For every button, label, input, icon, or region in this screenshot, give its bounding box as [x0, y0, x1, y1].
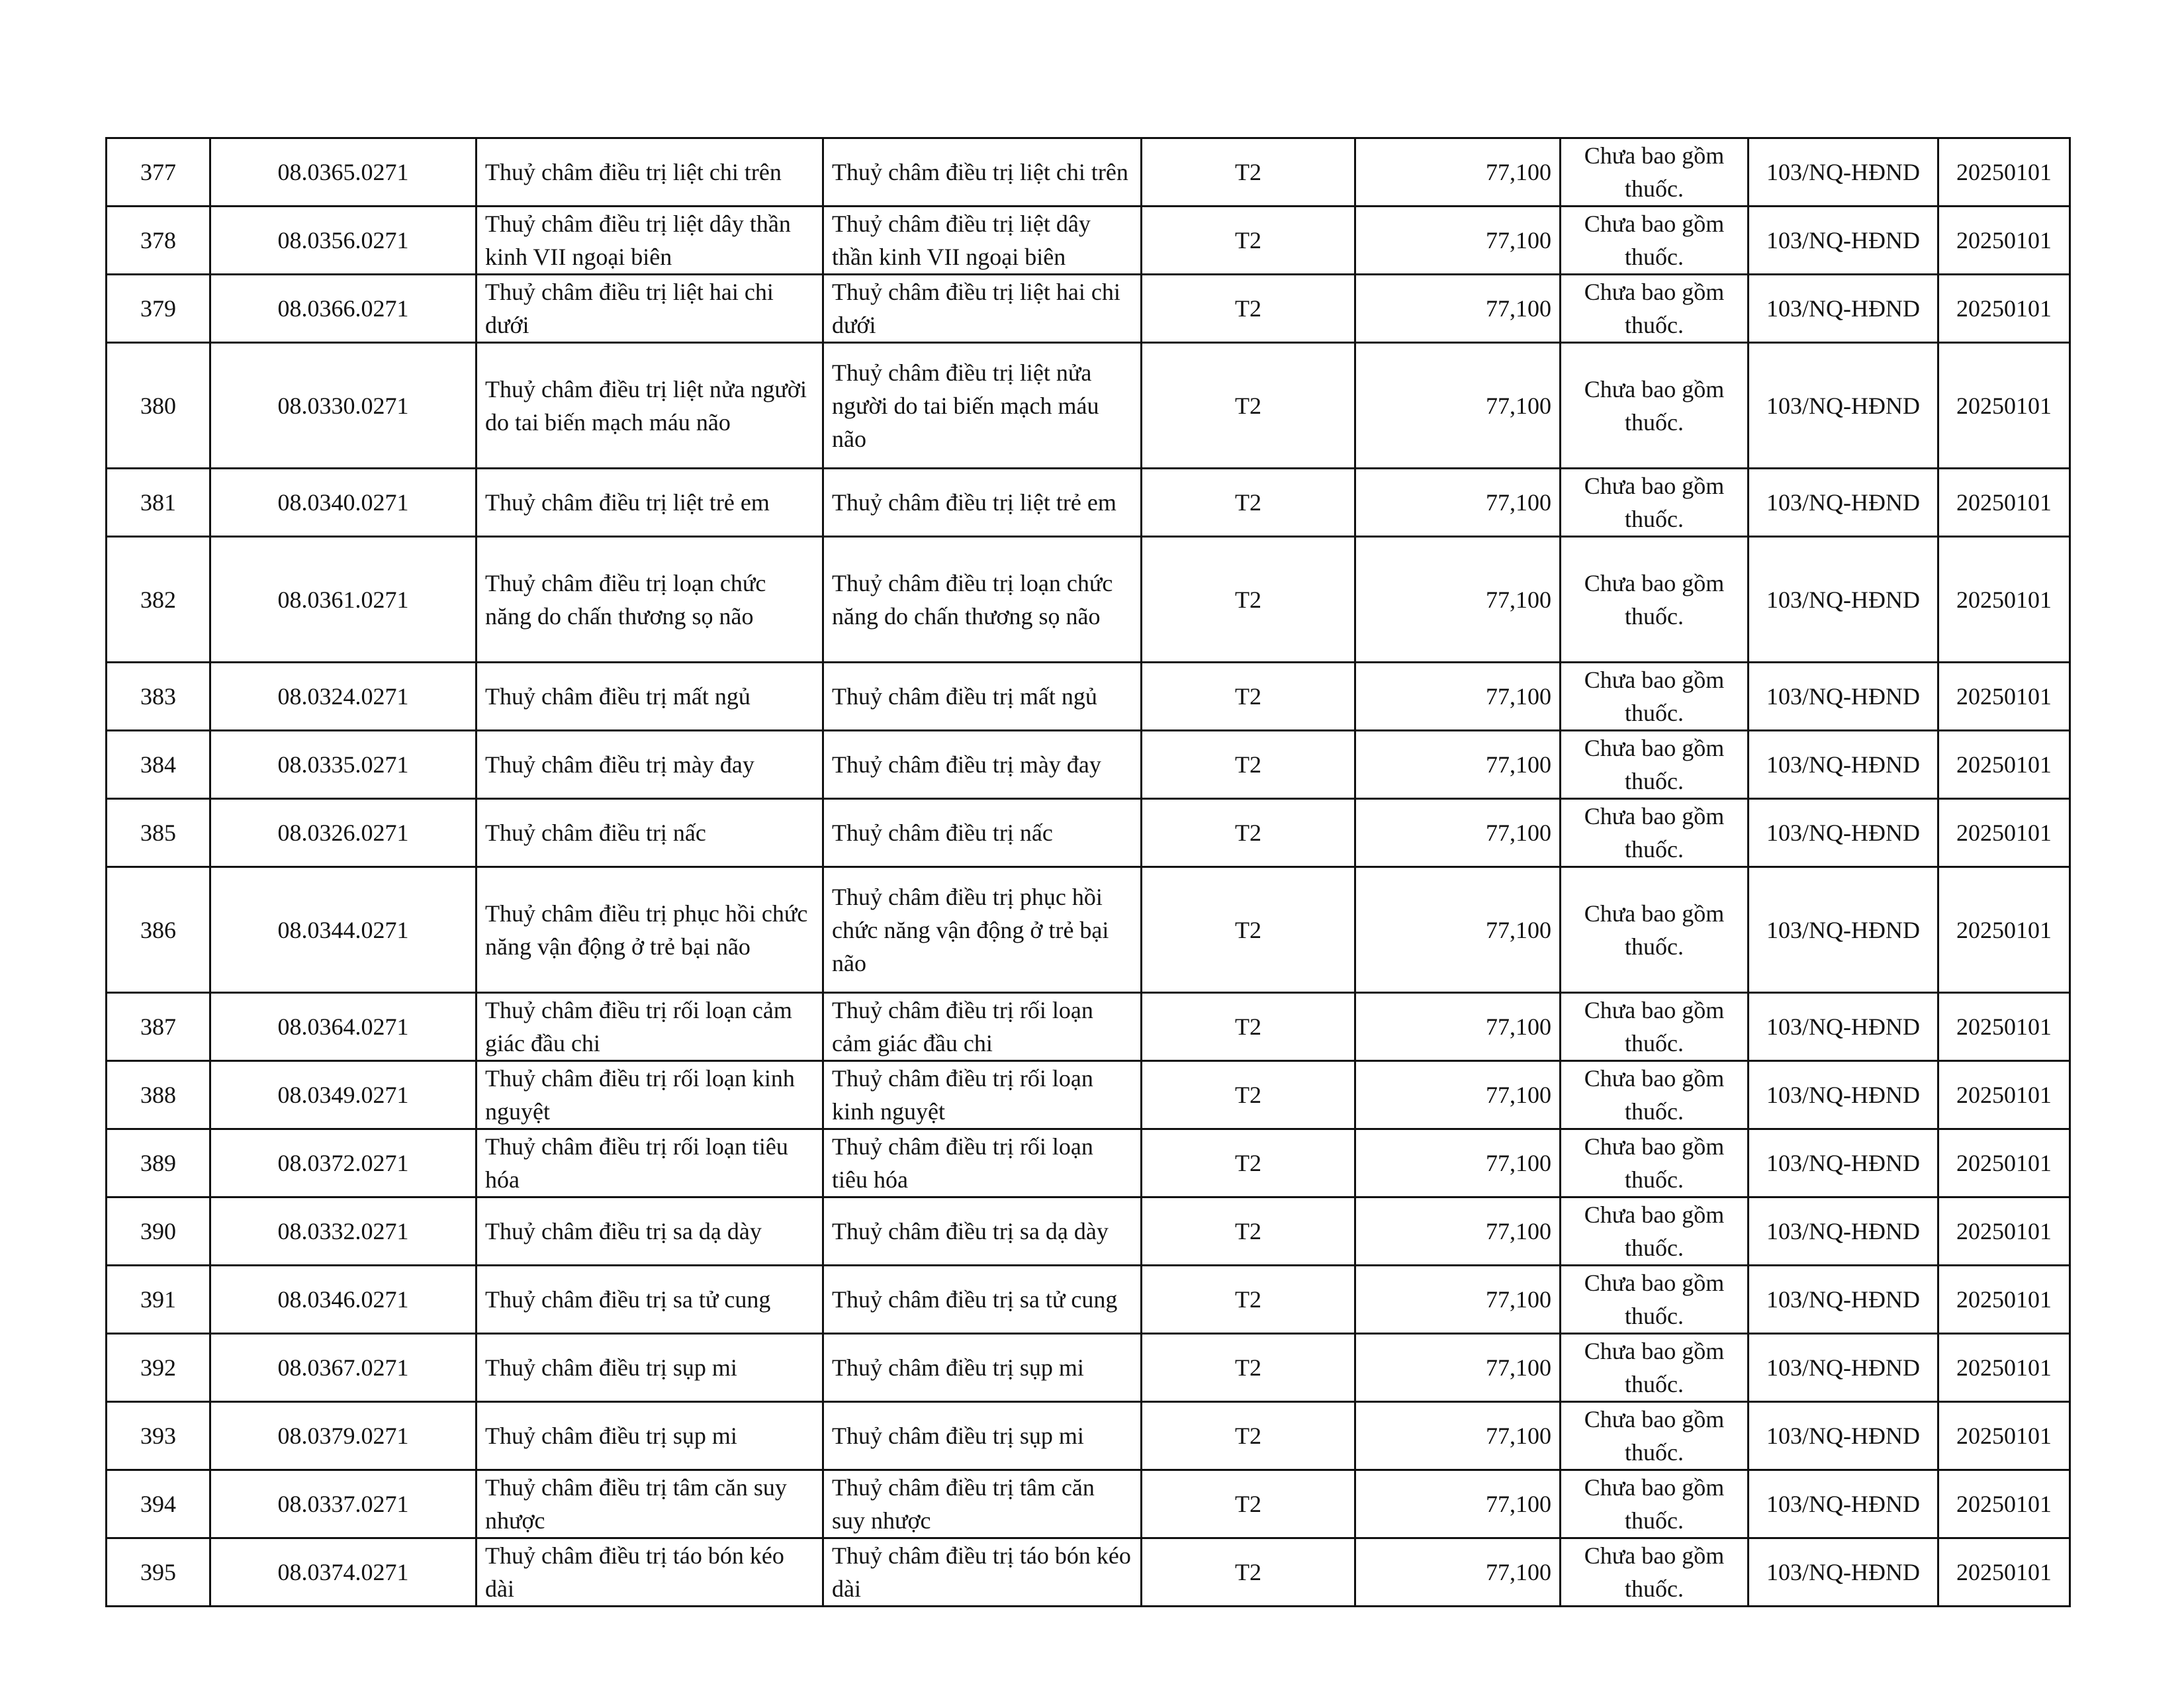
decision-number-cell: 103/NQ-HĐND — [1749, 1538, 1938, 1607]
service-name-approved-cell: Thuỷ châm điều trị rối loạn kinh nguyệt — [823, 1061, 1142, 1129]
service-name-cell: Thuỷ châm điều trị rối loạn tiêu hóa — [477, 1129, 823, 1197]
service-class-cell: T2 — [1142, 993, 1355, 1061]
service-code-cell: 08.0346.0271 — [210, 1266, 477, 1334]
service-name-approved-cell: Thuỷ châm điều trị táo bón kéo dài — [823, 1538, 1142, 1607]
table-row — [107, 207, 2070, 275]
service-name-approved-cell: Thuỷ châm điều trị phục hồi chức năng vận động ở trẻ bại não — [823, 867, 1142, 993]
service-class-cell: T2 — [1142, 1266, 1355, 1334]
service-name-approved-cell: Thuỷ châm điều trị liệt dây thần kinh VII ngoại biên — [823, 207, 1142, 275]
price-cell: 77,100 — [1355, 1538, 1561, 1607]
effective-date-cell: 20250101 — [1938, 1334, 2070, 1402]
service-name-cell: Thuỷ châm điều trị liệt chi trên — [477, 138, 823, 207]
effective-date-cell: 20250101 — [1938, 1402, 2070, 1470]
service-name-cell: Thuỷ châm điều trị sụp mi — [477, 1334, 823, 1402]
row-number-cell: 390 — [107, 1197, 210, 1266]
decision-number-cell: 103/NQ-HĐND — [1749, 1334, 1938, 1402]
service-code-cell: 08.0365.0271 — [210, 138, 477, 207]
service-name-cell: Thuỷ châm điều trị mày đay — [477, 731, 823, 799]
effective-date-cell: 20250101 — [1938, 1197, 2070, 1266]
service-name-cell: Thuỷ châm điều trị liệt nửa người do tai biến mạch máu não — [477, 343, 823, 469]
price-note-cell: Chưa bao gồm thuốc. — [1561, 799, 1749, 867]
service-name-approved-cell: Thuỷ châm điều trị loạn chức năng do chấn thương sọ não — [823, 537, 1142, 663]
service-code-cell: 08.0356.0271 — [210, 207, 477, 275]
price-note-cell: Chưa bao gồm thuốc. — [1561, 731, 1749, 799]
effective-date-cell: 20250101 — [1938, 799, 2070, 867]
table-row — [107, 537, 2070, 663]
table-row — [107, 1334, 2070, 1402]
table-row — [107, 275, 2070, 343]
service-name-cell: Thuỷ châm điều trị liệt trẻ em — [477, 469, 823, 537]
price-note-cell: Chưa bao gồm thuốc. — [1561, 663, 1749, 731]
effective-date-cell: 20250101 — [1938, 207, 2070, 275]
price-cell: 77,100 — [1355, 1129, 1561, 1197]
service-name-approved-cell: Thuỷ châm điều trị rối loạn cảm giác đầu chi — [823, 993, 1142, 1061]
service-class-cell: T2 — [1142, 207, 1355, 275]
service-name-approved-cell: Thuỷ châm điều trị sa dạ dày — [823, 1197, 1142, 1266]
service-name-cell: Thuỷ châm điều trị nấc — [477, 799, 823, 867]
price-note-cell: Chưa bao gồm thuốc. — [1561, 1538, 1749, 1607]
service-name-approved-cell: Thuỷ châm điều trị sụp mi — [823, 1334, 1142, 1402]
price-note-cell: Chưa bao gồm thuốc. — [1561, 207, 1749, 275]
service-code-cell: 08.0366.0271 — [210, 275, 477, 343]
service-name-cell: Thuỷ châm điều trị mất ngủ — [477, 663, 823, 731]
table-row — [107, 799, 2070, 867]
decision-number-cell: 103/NQ-HĐND — [1749, 537, 1938, 663]
row-number-cell: 394 — [107, 1470, 210, 1538]
decision-number-cell: 103/NQ-HĐND — [1749, 993, 1938, 1061]
service-code-cell: 08.0374.0271 — [210, 1538, 477, 1607]
table-row — [107, 1266, 2070, 1334]
service-name-approved-cell: Thuỷ châm điều trị sụp mi — [823, 1402, 1142, 1470]
service-name-cell: Thuỷ châm điều trị sa tử cung — [477, 1266, 823, 1334]
service-code-cell: 08.0324.0271 — [210, 663, 477, 731]
service-name-approved-cell: Thuỷ châm điều trị mất ngủ — [823, 663, 1142, 731]
price-cell: 77,100 — [1355, 993, 1561, 1061]
table-row — [107, 731, 2070, 799]
table-row — [107, 993, 2070, 1061]
service-name-approved-cell: Thuỷ châm điều trị liệt nửa người do tai biến mạch máu não — [823, 343, 1142, 469]
price-cell: 77,100 — [1355, 1470, 1561, 1538]
price-note-cell: Chưa bao gồm thuốc. — [1561, 867, 1749, 993]
price-note-cell: Chưa bao gồm thuốc. — [1561, 343, 1749, 469]
service-name-cell: Thuỷ châm điều trị loạn chức năng do chấn thương sọ não — [477, 537, 823, 663]
service-name-cell: Thuỷ châm điều trị tâm căn suy nhược — [477, 1470, 823, 1538]
service-class-cell: T2 — [1142, 1061, 1355, 1129]
price-cell: 77,100 — [1355, 731, 1561, 799]
effective-date-cell: 20250101 — [1938, 138, 2070, 207]
effective-date-cell: 20250101 — [1938, 663, 2070, 731]
service-class-cell: T2 — [1142, 343, 1355, 469]
service-name-approved-cell: Thuỷ châm điều trị mày đay — [823, 731, 1142, 799]
price-note-cell: Chưa bao gồm thuốc. — [1561, 275, 1749, 343]
effective-date-cell: 20250101 — [1938, 731, 2070, 799]
row-number-cell: 385 — [107, 799, 210, 867]
service-code-cell: 08.0361.0271 — [210, 537, 477, 663]
decision-number-cell: 103/NQ-HĐND — [1749, 1129, 1938, 1197]
price-note-cell: Chưa bao gồm thuốc. — [1561, 1470, 1749, 1538]
decision-number-cell: 103/NQ-HĐND — [1749, 867, 1938, 993]
service-class-cell: T2 — [1142, 1538, 1355, 1607]
table-row — [107, 1470, 2070, 1538]
row-number-cell: 392 — [107, 1334, 210, 1402]
service-name-cell: Thuỷ châm điều trị sụp mi — [477, 1402, 823, 1470]
service-class-cell: T2 — [1142, 867, 1355, 993]
service-code-cell: 08.0335.0271 — [210, 731, 477, 799]
price-cell: 77,100 — [1355, 799, 1561, 867]
table-row — [107, 1197, 2070, 1266]
price-note-cell: Chưa bao gồm thuốc. — [1561, 1197, 1749, 1266]
row-number-cell: 380 — [107, 343, 210, 469]
service-name-cell: Thuỷ châm điều trị táo bón kéo dài — [477, 1538, 823, 1607]
row-number-cell: 389 — [107, 1129, 210, 1197]
service-code-cell: 08.0337.0271 — [210, 1470, 477, 1538]
table-body — [107, 138, 2070, 1607]
decision-number-cell: 103/NQ-HĐND — [1749, 1197, 1938, 1266]
price-note-cell: Chưa bao gồm thuốc. — [1561, 1129, 1749, 1197]
price-cell: 77,100 — [1355, 867, 1561, 993]
service-price-table — [105, 137, 2071, 1607]
price-cell: 77,100 — [1355, 469, 1561, 537]
price-cell: 77,100 — [1355, 1266, 1561, 1334]
service-name-cell: Thuỷ châm điều trị liệt hai chi dưới — [477, 275, 823, 343]
price-cell: 77,100 — [1355, 663, 1561, 731]
decision-number-cell: 103/NQ-HĐND — [1749, 1061, 1938, 1129]
price-cell: 77,100 — [1355, 207, 1561, 275]
row-number-cell: 382 — [107, 537, 210, 663]
service-class-cell: T2 — [1142, 1197, 1355, 1266]
decision-number-cell: 103/NQ-HĐND — [1749, 1402, 1938, 1470]
service-class-cell: T2 — [1142, 799, 1355, 867]
service-class-cell: T2 — [1142, 1470, 1355, 1538]
table-row — [107, 343, 2070, 469]
service-code-cell: 08.0349.0271 — [210, 1061, 477, 1129]
service-name-approved-cell: Thuỷ châm điều trị sa tử cung — [823, 1266, 1142, 1334]
decision-number-cell: 103/NQ-HĐND — [1749, 1470, 1938, 1538]
service-name-cell: Thuỷ châm điều trị phục hồi chức năng vận động ở trẻ bại não — [477, 867, 823, 993]
service-class-cell: T2 — [1142, 138, 1355, 207]
price-cell: 77,100 — [1355, 1402, 1561, 1470]
price-note-cell: Chưa bao gồm thuốc. — [1561, 993, 1749, 1061]
service-class-cell: T2 — [1142, 1402, 1355, 1470]
service-name-cell: Thuỷ châm điều trị liệt dây thần kinh VII ngoại biên — [477, 207, 823, 275]
service-class-cell: T2 — [1142, 1129, 1355, 1197]
service-code-cell: 08.0330.0271 — [210, 343, 477, 469]
price-cell: 77,100 — [1355, 1061, 1561, 1129]
service-class-cell: T2 — [1142, 663, 1355, 731]
service-class-cell: T2 — [1142, 1334, 1355, 1402]
price-cell: 77,100 — [1355, 343, 1561, 469]
service-code-cell: 08.0364.0271 — [210, 993, 477, 1061]
price-cell: 77,100 — [1355, 138, 1561, 207]
service-class-cell: T2 — [1142, 469, 1355, 537]
service-name-cell: Thuỷ châm điều trị sa dạ dày — [477, 1197, 823, 1266]
service-code-cell: 08.0340.0271 — [210, 469, 477, 537]
effective-date-cell: 20250101 — [1938, 1470, 2070, 1538]
effective-date-cell: 20250101 — [1938, 1266, 2070, 1334]
effective-date-cell: 20250101 — [1938, 1538, 2070, 1607]
row-number-cell: 391 — [107, 1266, 210, 1334]
row-number-cell: 388 — [107, 1061, 210, 1129]
effective-date-cell: 20250101 — [1938, 469, 2070, 537]
service-name-cell: Thuỷ châm điều trị rối loạn cảm giác đầu chi — [477, 993, 823, 1061]
table-row — [107, 867, 2070, 993]
service-name-approved-cell: Thuỷ châm điều trị rối loạn tiêu hóa — [823, 1129, 1142, 1197]
price-cell: 77,100 — [1355, 275, 1561, 343]
row-number-cell: 395 — [107, 1538, 210, 1607]
effective-date-cell: 20250101 — [1938, 343, 2070, 469]
decision-number-cell: 103/NQ-HĐND — [1749, 1266, 1938, 1334]
effective-date-cell: 20250101 — [1938, 1129, 2070, 1197]
row-number-cell: 386 — [107, 867, 210, 993]
decision-number-cell: 103/NQ-HĐND — [1749, 343, 1938, 469]
price-cell: 77,100 — [1355, 1197, 1561, 1266]
row-number-cell: 387 — [107, 993, 210, 1061]
table-row — [107, 663, 2070, 731]
table-row — [107, 469, 2070, 537]
table-row — [107, 1129, 2070, 1197]
decision-number-cell: 103/NQ-HĐND — [1749, 207, 1938, 275]
service-code-cell: 08.0372.0271 — [210, 1129, 477, 1197]
row-number-cell: 381 — [107, 469, 210, 537]
service-name-approved-cell: Thuỷ châm điều trị liệt hai chi dưới — [823, 275, 1142, 343]
row-number-cell: 384 — [107, 731, 210, 799]
row-number-cell: 383 — [107, 663, 210, 731]
decision-number-cell: 103/NQ-HĐND — [1749, 799, 1938, 867]
service-name-approved-cell: Thuỷ châm điều trị nấc — [823, 799, 1142, 867]
service-name-approved-cell: Thuỷ châm điều trị liệt chi trên — [823, 138, 1142, 207]
price-note-cell: Chưa bao gồm thuốc. — [1561, 1402, 1749, 1470]
decision-number-cell: 103/NQ-HĐND — [1749, 663, 1938, 731]
row-number-cell: 378 — [107, 207, 210, 275]
effective-date-cell: 20250101 — [1938, 867, 2070, 993]
service-code-cell: 08.0367.0271 — [210, 1334, 477, 1402]
table-row — [107, 1061, 2070, 1129]
service-code-cell: 08.0379.0271 — [210, 1402, 477, 1470]
table-row — [107, 1402, 2070, 1470]
service-class-cell: T2 — [1142, 537, 1355, 663]
price-note-cell: Chưa bao gồm thuốc. — [1561, 537, 1749, 663]
decision-number-cell: 103/NQ-HĐND — [1749, 731, 1938, 799]
effective-date-cell: 20250101 — [1938, 1061, 2070, 1129]
price-note-cell: Chưa bao gồm thuốc. — [1561, 1334, 1749, 1402]
service-code-cell: 08.0344.0271 — [210, 867, 477, 993]
table-row — [107, 138, 2070, 207]
effective-date-cell: 20250101 — [1938, 537, 2070, 663]
service-code-cell: 08.0326.0271 — [210, 799, 477, 867]
service-class-cell: T2 — [1142, 275, 1355, 343]
row-number-cell: 393 — [107, 1402, 210, 1470]
service-name-approved-cell: Thuỷ châm điều trị liệt trẻ em — [823, 469, 1142, 537]
service-class-cell: T2 — [1142, 731, 1355, 799]
price-note-cell: Chưa bao gồm thuốc. — [1561, 469, 1749, 537]
service-name-cell: Thuỷ châm điều trị rối loạn kinh nguyệt — [477, 1061, 823, 1129]
decision-number-cell: 103/NQ-HĐND — [1749, 469, 1938, 537]
effective-date-cell: 20250101 — [1938, 275, 2070, 343]
price-note-cell: Chưa bao gồm thuốc. — [1561, 1266, 1749, 1334]
row-number-cell: 377 — [107, 138, 210, 207]
effective-date-cell: 20250101 — [1938, 993, 2070, 1061]
decision-number-cell: 103/NQ-HĐND — [1749, 138, 1938, 207]
service-name-approved-cell: Thuỷ châm điều trị tâm căn suy nhược — [823, 1470, 1142, 1538]
price-cell: 77,100 — [1355, 1334, 1561, 1402]
service-code-cell: 08.0332.0271 — [210, 1197, 477, 1266]
price-cell: 77,100 — [1355, 537, 1561, 663]
row-number-cell: 379 — [107, 275, 210, 343]
price-note-cell: Chưa bao gồm thuốc. — [1561, 138, 1749, 207]
price-note-cell: Chưa bao gồm thuốc. — [1561, 1061, 1749, 1129]
table-row — [107, 1538, 2070, 1607]
decision-number-cell: 103/NQ-HĐND — [1749, 275, 1938, 343]
